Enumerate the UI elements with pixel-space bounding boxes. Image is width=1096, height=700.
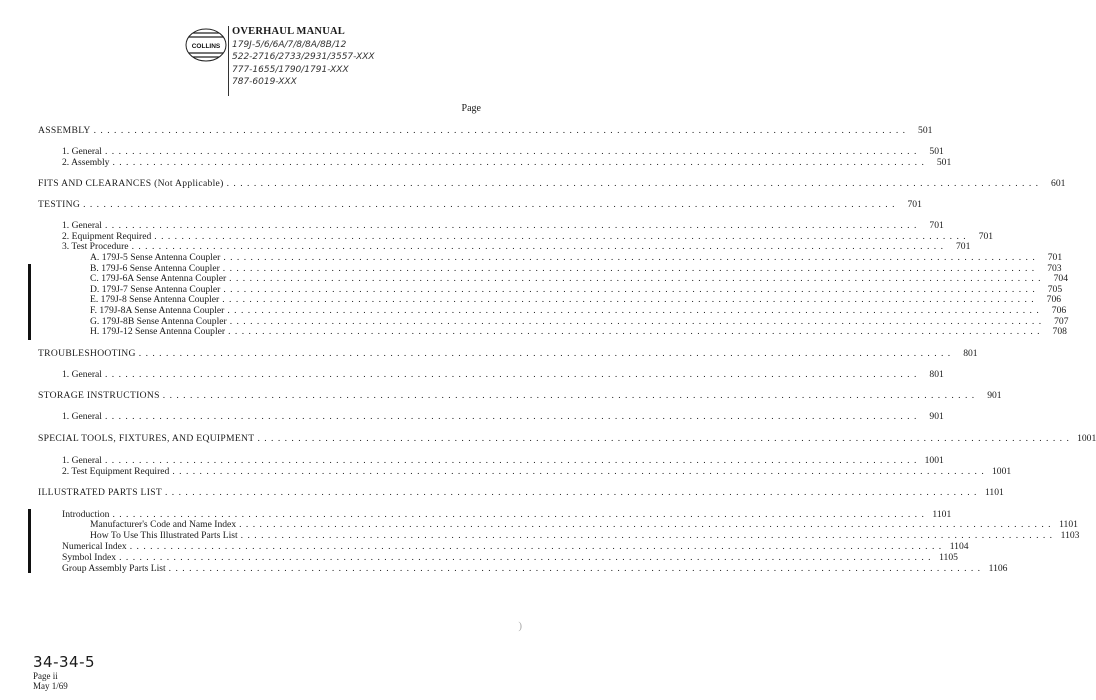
toc-entry-label: 1. General xyxy=(62,369,102,380)
toc-entry-label: Numerical Index xyxy=(62,541,127,552)
toc-entry-label: 1. General xyxy=(62,411,102,422)
toc-entry-page: 601 xyxy=(1051,178,1066,189)
toc-entry-page: 1106 xyxy=(988,563,1008,574)
toc-entry-label: Introduction xyxy=(62,509,110,520)
toc-entry-page: 1104 xyxy=(949,541,969,552)
toc-entry-page: 701 xyxy=(955,241,971,252)
toc-entry-page: 708 xyxy=(1052,326,1067,337)
toc-entry xyxy=(38,466,1012,477)
toc-leader-dots: ........................................................................................................................ xyxy=(168,563,985,574)
toc-entry-label: 1. General xyxy=(62,220,102,231)
toc-entry-page: 801 xyxy=(963,348,978,359)
toc-entry-label: 1. General xyxy=(62,455,102,466)
model-line-2: 522-2716/2733/2931/3557-XXX xyxy=(232,52,375,62)
toc-section-entry xyxy=(38,433,1096,444)
toc-entry-page: 707 xyxy=(1054,316,1069,327)
toc-entry-page: 901 xyxy=(929,411,944,422)
toc-entry-label: 2. Assembly xyxy=(62,157,110,168)
toc-leader-dots: ........................................................................................................................ xyxy=(223,284,1040,295)
toc-entry-page: 501 xyxy=(936,157,952,168)
toc-entry xyxy=(38,563,1008,574)
page-number: Page ii xyxy=(33,671,58,681)
toc-leader-dots: ........................................................................................................................ xyxy=(154,231,971,242)
toc-entry-label: F. 179J-8A Sense Antenna Coupler xyxy=(90,305,225,316)
toc-entry-label: 3. Test Procedure xyxy=(62,241,129,252)
toc-entry-label: 2. Equipment Required xyxy=(62,231,152,242)
toc-entry-page: 704 xyxy=(1053,273,1068,284)
toc-leader-dots: ........................................................................................................................ xyxy=(93,125,910,136)
toc-leader-dots: ........................................................................................................................ xyxy=(104,146,921,157)
toc-entry-label: TROUBLESHOOTING xyxy=(38,348,136,359)
toc-entry xyxy=(38,220,944,231)
toc-leader-dots: ........................................................................................................................ xyxy=(104,369,921,380)
toc-entry-page: 501 xyxy=(918,125,933,136)
toc-leader-dots: ........................................................................................................................ xyxy=(172,466,989,477)
toc-leader-dots: ........................................................................................................................ xyxy=(229,273,1045,284)
toc-entry xyxy=(38,326,1067,337)
toc-entry xyxy=(38,305,1067,316)
toc-entry-label: 2. Test Equipment Required xyxy=(62,466,170,477)
toc-entry-page: 703 xyxy=(1047,263,1062,274)
toc-entry xyxy=(38,519,1078,530)
toc-entry xyxy=(38,252,1063,263)
toc-entry-label: E. 179J-8 Sense Antenna Coupler xyxy=(90,294,220,305)
toc-entry-label: H. 179J-12 Sense Antenna Coupler xyxy=(90,326,226,337)
toc-leader-dots: ........................................................................................................................ xyxy=(226,178,1043,189)
toc-entry xyxy=(38,294,1062,305)
toc-entry-page: 705 xyxy=(1047,284,1063,295)
toc-entry-label: ILLUSTRATED PARTS LIST xyxy=(38,487,162,498)
toc-entry-label: STORAGE INSTRUCTIONS xyxy=(38,390,160,401)
toc-entry-page: 1101 xyxy=(1059,519,1078,530)
toc-entry xyxy=(38,530,1080,541)
toc-entry-page: 701 xyxy=(929,220,944,231)
toc-leader-dots: ........................................................................................................................ xyxy=(223,252,1040,263)
toc-entry-page: 1001 xyxy=(991,466,1012,477)
toc-entry-label: A. 179J-5 Sense Antenna Coupler xyxy=(90,252,221,263)
toc-entry xyxy=(38,241,971,252)
toc-entry-label: Group Assembly Parts List xyxy=(62,563,166,574)
toc-entry-page: 706 xyxy=(1046,294,1062,305)
model-line-1: 179J-5/6/6A/7/8/8A/8B/12 xyxy=(232,39,347,50)
toc-entry xyxy=(38,369,944,380)
toc-leader-dots: ........................................................................................................................ xyxy=(227,305,1044,316)
toc-entry-label: SPECIAL TOOLS, FIXTURES, AND EQUIPMENT xyxy=(38,433,255,444)
toc-entry xyxy=(38,552,958,563)
toc-entry-page: 701 xyxy=(907,199,922,210)
toc-entry-page: 1101 xyxy=(932,509,952,520)
revision-date: May 1/69 xyxy=(33,681,68,691)
toc-leader-dots: ........................................................................................................................ xyxy=(257,433,1074,444)
toc-entry-label: G. 179J-8B Sense Antenna Coupler xyxy=(90,316,227,327)
toc-leader-dots: ........................................................................................................................ xyxy=(112,509,929,520)
logo-text: COLLINS xyxy=(191,43,221,50)
toc-leader-dots: ........................................................................................................................ xyxy=(222,263,1039,274)
toc-entry-label: 1. General xyxy=(62,146,102,157)
manual-header xyxy=(232,26,375,89)
toc-leader-dots: ........................................................................................................................ xyxy=(131,241,948,252)
toc-entry-page: 1103 xyxy=(1060,530,1080,541)
toc-entry xyxy=(38,455,944,466)
toc-entry-page: 706 xyxy=(1051,305,1067,316)
toc-entry-label: Symbol Index xyxy=(62,552,117,563)
change-bar xyxy=(28,264,31,340)
toc-entry-label: How To Use This Illustrated Parts List xyxy=(90,530,238,541)
change-bar xyxy=(28,509,31,573)
toc-leader-dots: ........................................................................................................................ xyxy=(228,326,1044,337)
page-column-label: Page xyxy=(461,103,481,114)
toc-entry-page: 801 xyxy=(929,369,944,380)
toc-leader-dots: ........................................................................................................................ xyxy=(104,220,921,231)
toc-entry-label: ASSEMBLY xyxy=(38,125,91,136)
toc-entry xyxy=(38,411,944,422)
toc-section-entry xyxy=(38,178,1066,189)
toc-leader-dots: ........................................................................................................................ xyxy=(104,411,921,422)
toc-entry-page: 501 xyxy=(929,146,944,157)
toc-entry-page: 1101 xyxy=(984,487,1004,498)
manual-title: OVERHAUL MANUAL xyxy=(232,26,345,37)
toc-entry-label: C. 179J-6A Sense Antenna Coupler xyxy=(90,273,227,284)
toc-leader-dots: ........................................................................................................................ xyxy=(112,157,929,168)
toc-entry-page: 701 xyxy=(1047,252,1063,263)
toc-entry-label: FITS AND CLEARANCES (Not Applicable) xyxy=(38,178,224,189)
toc-entry-page: 701 xyxy=(978,231,994,242)
toc-entry-label: D. 179J-7 Sense Antenna Coupler xyxy=(90,284,221,295)
toc-leader-dots: ........................................................................................................................ xyxy=(162,390,979,401)
margin-mark: ) xyxy=(518,620,522,632)
toc-leader-dots: ........................................................................................................................ xyxy=(104,455,921,466)
toc-entry-label: B. 179J-6 Sense Antenna Coupler xyxy=(90,263,220,274)
document-number: 34-34-5 xyxy=(33,653,96,671)
toc-entry xyxy=(38,541,969,552)
toc-entry-page: 901 xyxy=(987,390,1002,401)
collins-logo xyxy=(185,28,227,62)
toc-section-entry xyxy=(38,125,933,136)
toc-leader-dots: ........................................................................................................................ xyxy=(129,541,946,552)
toc-section-entry xyxy=(38,390,1002,401)
toc-leader-dots: ........................................................................................................................ xyxy=(138,348,955,359)
toc-section-entry xyxy=(38,348,978,359)
toc-entry xyxy=(38,146,944,157)
toc-entry xyxy=(38,157,952,168)
toc-leader-dots: ........................................................................................................................ xyxy=(83,199,899,210)
toc-leader-dots: ........................................................................................................................ xyxy=(229,316,1046,327)
toc-leader-dots: ........................................................................................................................ xyxy=(240,530,1057,541)
toc-entry-page: 1001 xyxy=(924,455,944,466)
toc-leader-dots: ........................................................................................................................ xyxy=(165,487,981,498)
toc-leader-dots: ........................................................................................................................ xyxy=(239,519,1055,530)
toc-leader-dots: ........................................................................................................................ xyxy=(222,294,1039,305)
toc-leader-dots: ........................................................................................................................ xyxy=(119,552,935,563)
toc-section-entry xyxy=(38,199,922,210)
toc-entry-page: 1105 xyxy=(939,552,958,563)
toc-entry-label: Manufacturer's Code and Name Index xyxy=(90,519,237,530)
header-divider xyxy=(228,26,229,96)
toc-entry xyxy=(38,273,1068,284)
toc-entry-label: TESTING xyxy=(38,199,81,210)
model-line-3: 777-1655/1790/1791-XXX xyxy=(232,64,349,75)
model-line-4: 787-6019-XXX xyxy=(232,77,297,87)
toc-entry-page: 1001 xyxy=(1077,433,1096,444)
toc-section-entry xyxy=(38,487,1004,498)
